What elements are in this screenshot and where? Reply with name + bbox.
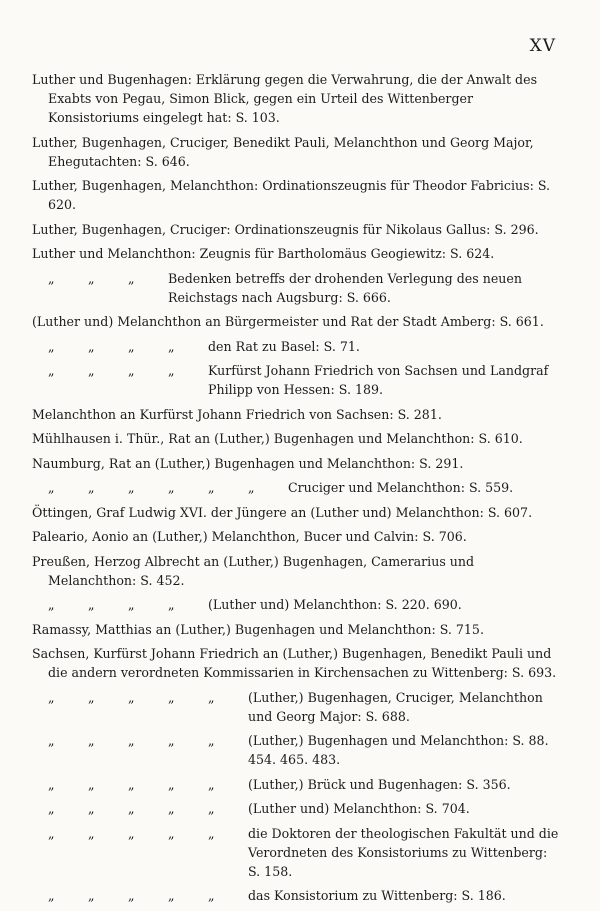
ditto-mark: „: [128, 776, 135, 792]
index-entry: [32, 886, 560, 905]
index-entry: [32, 405, 560, 424]
ditto-marks: [32, 595, 208, 614]
ditto-mark: „: [48, 363, 55, 378]
ditto-marks: [32, 731, 248, 750]
entry-text: Bedenken betreffs der drohenden Verlegung des neuen Reichstags nach Augsburg: S. 666.: [168, 270, 522, 305]
ditto-mark: „: [168, 733, 175, 748]
ditto-marks: [32, 269, 168, 288]
index-entry: [32, 478, 560, 497]
index-entry: [32, 503, 560, 522]
ditto-mark: „: [48, 888, 55, 903]
ditto-mark: „: [88, 338, 95, 354]
entry-text: (Luther und) Melanchthon: S. 220. 690.: [208, 597, 462, 612]
ditto-mark: „: [88, 733, 95, 748]
ditto-mark: „: [88, 689, 95, 705]
ditto-marks: [32, 886, 248, 905]
index-entry: [32, 552, 560, 590]
ditto-mark: „: [168, 801, 175, 816]
entry-text: Öttingen, Graf Ludwig XVI. der Jüngere an (Luther und) Melanchthon: S. 607.: [32, 504, 533, 520]
ditto-mark: „: [48, 338, 55, 354]
page-number: XV: [529, 36, 556, 56]
index-entry: [32, 176, 560, 214]
entry-text: (Luther,) Brück und Bugenhagen: S. 356.: [248, 776, 511, 792]
index-entry: [32, 269, 560, 307]
entry-text: (Luther und) Melanchthon an Bürgermeister und Rat der Stadt Amberg: S. 661.: [32, 314, 544, 329]
ditto-mark: „: [88, 480, 95, 495]
ditto-marks: [32, 775, 248, 794]
ditto-mark: „: [88, 776, 95, 792]
ditto-marks: [32, 478, 288, 497]
ditto-mark: „: [208, 888, 215, 903]
ditto-mark: „: [168, 338, 175, 354]
ditto-mark: „: [128, 363, 135, 378]
ditto-mark: „: [208, 825, 215, 841]
index-entry: [32, 337, 560, 356]
entry-text: Naumburg, Rat an (Luther,) Bugenhagen und Melanchthon: S. 291.: [32, 455, 464, 471]
ditto-mark: „: [208, 689, 215, 705]
entry-text: Melanchthon an Kurfürst Johann Friedrich von Sachsen: S. 281.: [32, 406, 442, 422]
ditto-marks: [32, 799, 248, 818]
ditto-mark: „: [168, 825, 175, 841]
index-entry: [32, 620, 560, 639]
ditto-mark: „: [128, 801, 135, 816]
index-entry: [32, 220, 560, 239]
entry-text: Luther und Melanchthon: Zeugnis für Bartholomäus Geogiewitz: S. 624.: [32, 246, 495, 261]
ditto-mark: „: [128, 689, 135, 705]
ditto-mark: „: [128, 888, 135, 903]
ditto-mark: „: [48, 733, 55, 748]
ditto-mark: „: [48, 825, 55, 841]
ditto-mark: „: [168, 776, 175, 792]
entry-text: (Luther und) Melanchthon: S. 704.: [248, 801, 470, 816]
ditto-marks: [32, 337, 208, 356]
entry-text: Mühlhausen i. Thür., Rat an (Luther,) Bugenhagen und Melanchthon: S. 610.: [32, 431, 523, 446]
ditto-marks: [32, 688, 248, 707]
ditto-mark: „: [48, 597, 55, 612]
entry-text: Cruciger und Melanchthon: S. 559.: [288, 480, 514, 495]
ditto-mark: „: [208, 733, 215, 748]
index-entry: [32, 731, 560, 769]
entry-text: (Luther,) Bugenhagen und Melanchthon: S. 88. 454. 465. 483.: [248, 733, 549, 767]
entry-text: Luther, Bugenhagen, Cruciger: Ordinationszeugnis für Nikolaus Gallus: S. 296.: [32, 221, 539, 237]
entry-text: das Konsistorium zu Wittenberg: S. 186.: [248, 888, 506, 903]
ditto-mark: „: [168, 363, 175, 378]
index-entry: [32, 775, 560, 794]
ditto-mark: „: [128, 480, 135, 495]
ditto-mark: „: [88, 363, 95, 378]
ditto-mark: „: [128, 338, 135, 354]
entry-text: Paleario, Aonio an (Luther,) Melanchthon, Bucer und Calvin: S. 706.: [32, 529, 467, 544]
ditto-mark: „: [168, 480, 175, 495]
ditto-mark: „: [48, 801, 55, 816]
ditto-mark: „: [248, 480, 255, 495]
ditto-mark: „: [168, 689, 175, 705]
ditto-mark: „: [208, 776, 215, 792]
ditto-mark: „: [48, 776, 55, 792]
entry-text: Luther und Bugenhagen: Erklärung gegen die Verwahrung, die der Anwalt des Exabts von Pegau, Simon Blick, gegen ein Urteil des Wittenberger Konsistoriums eingelegt hat: S. 103.: [32, 72, 538, 125]
entry-text: Sachsen, Kurfürst Johann Friedrich an (Luther,) Bugenhagen, Benedikt Pauli und die andern verordneten Kommissarien in Kirchensachen zu Wittenberg: S. 693.: [32, 646, 557, 680]
index-entry: [32, 244, 560, 263]
index-entry: [32, 644, 560, 682]
index-entry: [32, 595, 560, 614]
index-entry: [32, 824, 560, 881]
ditto-mark: „: [168, 597, 175, 612]
index-entry: [32, 361, 560, 399]
entry-text: Luther, Bugenhagen, Cruciger, Benedikt Pauli, Melanchthon und Georg Major, Ehegutachten: S. 646.: [32, 134, 534, 169]
ditto-mark: „: [88, 801, 95, 816]
index-entry: [32, 312, 560, 331]
index-entry: [32, 454, 560, 473]
ditto-mark: „: [48, 480, 55, 495]
ditto-mark: „: [128, 270, 135, 286]
ditto-mark: „: [88, 888, 95, 903]
ditto-mark: „: [208, 480, 215, 495]
entry-text: Kurfürst Johann Friedrich von Sachsen und Landgraf Philipp von Hessen: S. 189.: [208, 363, 549, 397]
index-entry: [32, 133, 560, 171]
ditto-marks: [32, 824, 248, 843]
ditto-marks: [32, 361, 208, 380]
ditto-mark: „: [88, 597, 95, 612]
index-entry: [32, 527, 560, 546]
ditto-mark: „: [88, 825, 95, 841]
index-entry: [32, 429, 560, 448]
entry-text: Preußen, Herzog Albrecht an (Luther,) Bugenhagen, Camerarius und Melanchthon: S. 452.: [32, 553, 475, 588]
entry-text: den Rat zu Basel: S. 71.: [208, 338, 360, 354]
ditto-mark: „: [48, 689, 55, 705]
ditto-mark: „: [168, 888, 175, 903]
ditto-mark: „: [128, 825, 135, 841]
index-entries: [32, 70, 560, 911]
ditto-mark: „: [128, 597, 135, 612]
index-entry: [32, 70, 560, 127]
ditto-mark: „: [88, 270, 95, 286]
entry-text: (Luther,) Bugenhagen, Cruciger, Melanchthon und Georg Major: S. 688.: [248, 689, 543, 724]
entry-text: Luther, Bugenhagen, Melanchthon: Ordinationszeugnis für Theodor Fabricius: S. 620.: [32, 178, 551, 212]
ditto-mark: „: [208, 801, 215, 816]
ditto-mark: „: [48, 270, 55, 286]
index-entry: [32, 688, 560, 726]
index-entry: [32, 799, 560, 818]
entry-text: Ramassy, Matthias an (Luther,) Bugenhagen und Melanchthon: S. 715.: [32, 621, 484, 637]
entry-text: die Doktoren der theologischen Fakultät und die Verordneten des Konsistoriums zu Wittenberg: S. 158.: [248, 825, 559, 879]
ditto-mark: „: [128, 733, 135, 748]
